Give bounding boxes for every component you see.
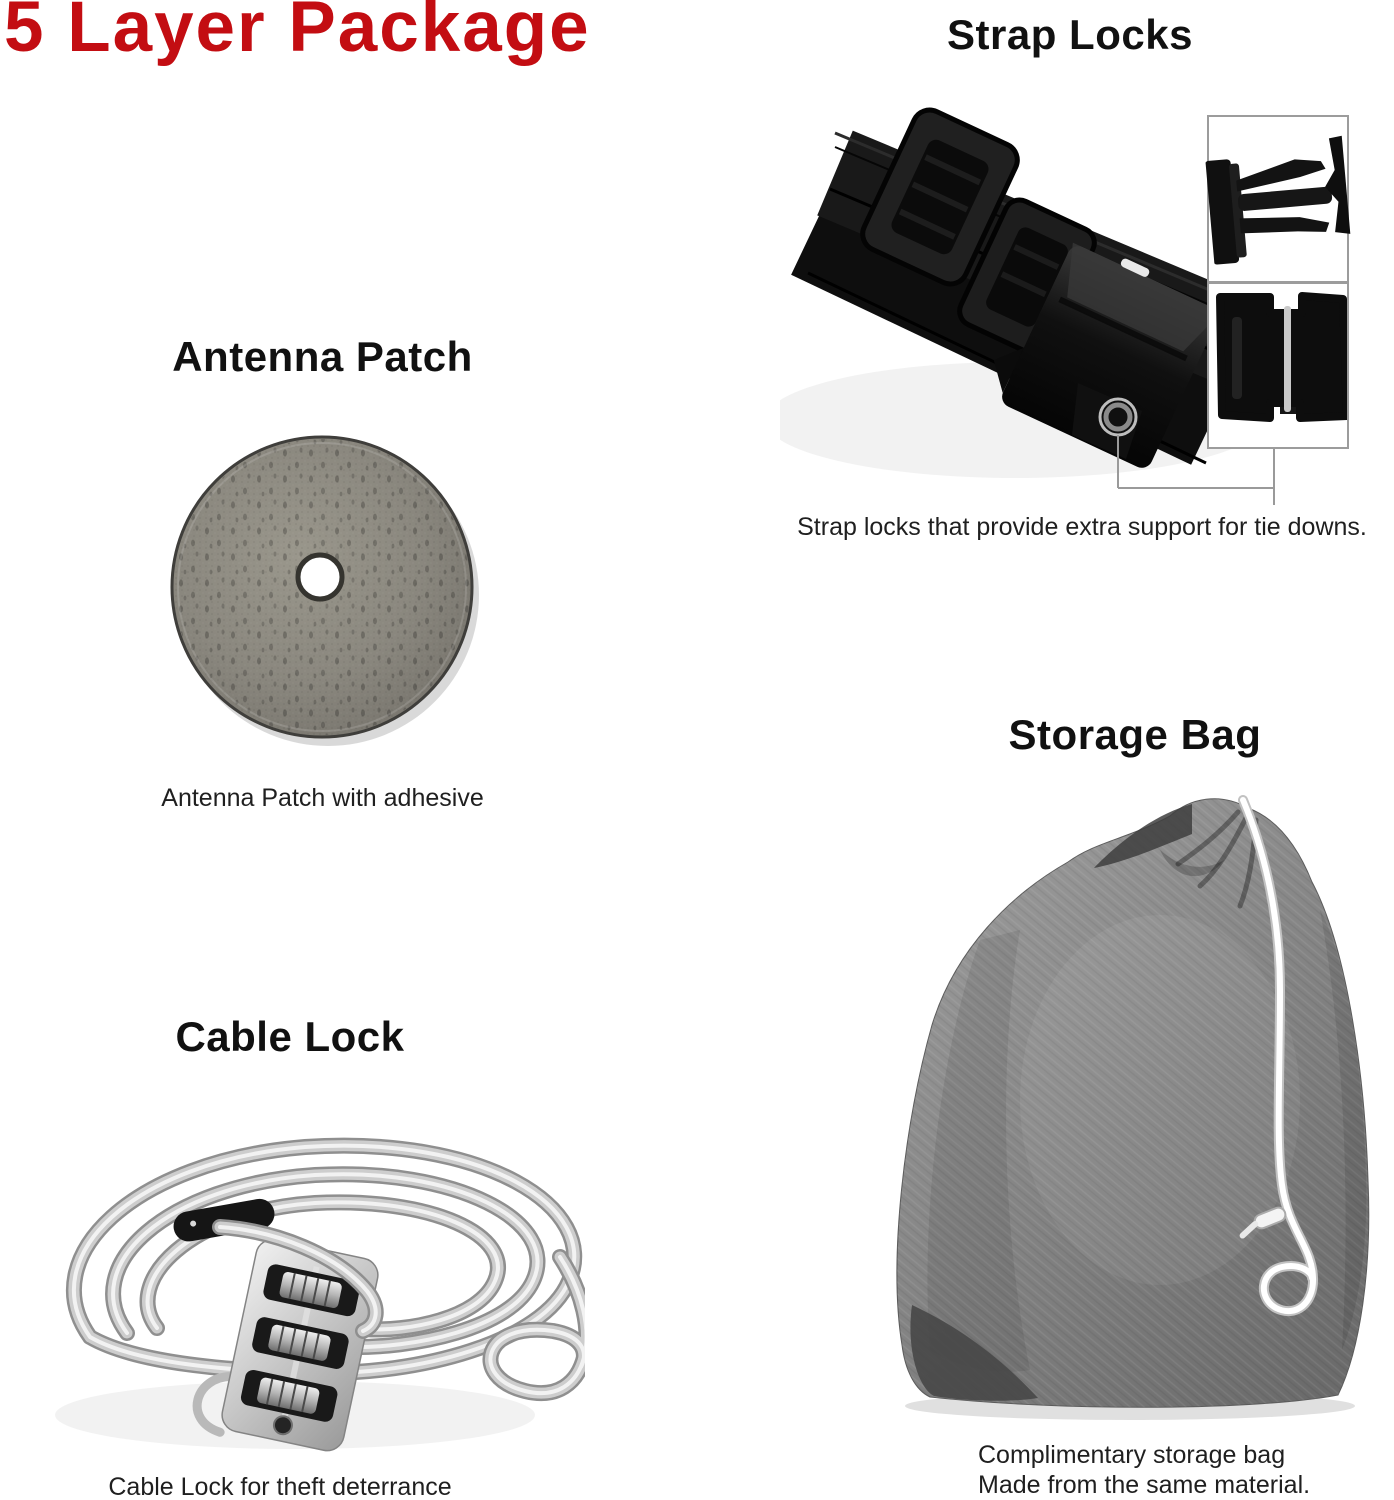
strap-locks-photo	[780, 85, 1394, 560]
storage-bag-caption-line1: Complimentary storage bag	[978, 1441, 1286, 1469]
storage-bag-heading: Storage Bag	[1008, 711, 1262, 758]
inset-box-buckle-open	[1203, 116, 1357, 282]
antenna-patch-heading: Antenna Patch	[172, 333, 473, 380]
patch-center-hole	[298, 555, 342, 599]
storage-bag-caption	[978, 1440, 1378, 1500]
strap-locks-heading: Strap Locks	[947, 11, 1193, 58]
storage-bag-caption-line2: Made from the same material.	[978, 1471, 1311, 1499]
antenna-patch-photo	[150, 420, 495, 770]
inset-box-buckle-closed	[1208, 283, 1350, 448]
page-title: 5 Layer Package	[4, 0, 591, 67]
strap-locks-caption: Strap locks that provide extra support for tie downs.	[797, 513, 1367, 541]
antenna-patch-caption: Antenna Patch with adhesive	[161, 784, 484, 812]
cable-lock-photo	[15, 1085, 585, 1465]
cable-lock-heading: Cable Lock	[175, 1013, 405, 1060]
cable-lock-caption: Cable Lock for theft deterrance	[108, 1473, 452, 1500]
storage-bag-photo	[860, 790, 1394, 1430]
bag-body	[897, 799, 1369, 1408]
